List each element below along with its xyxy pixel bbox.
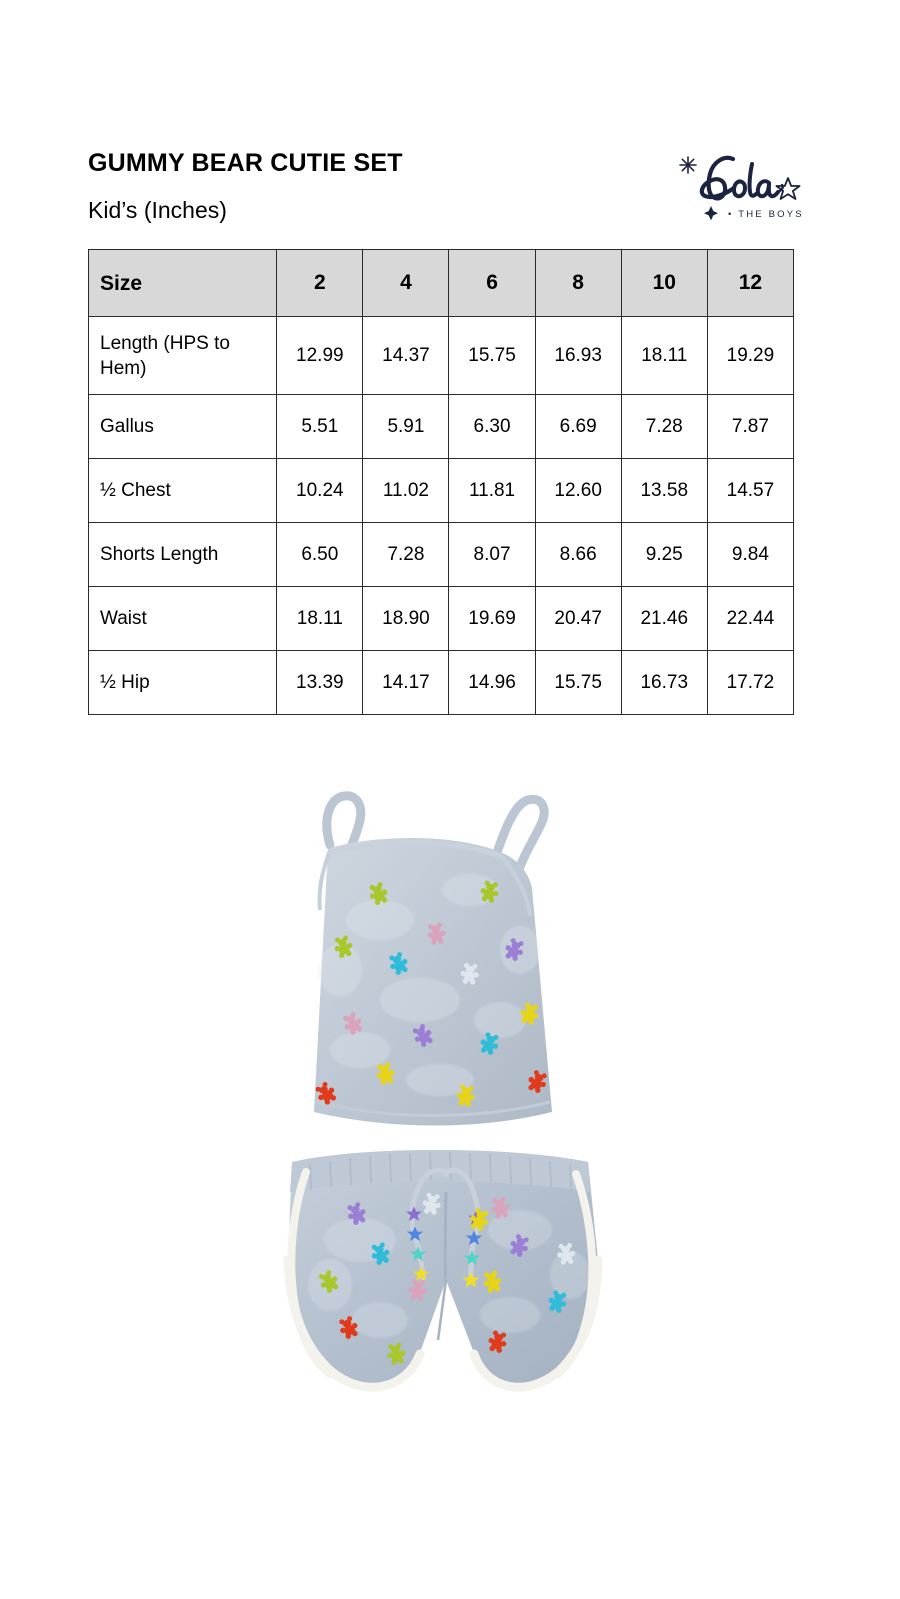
shorts-center-seam [445,1192,446,1280]
cell-gallus-2: 5.51 [277,395,363,459]
row-label-shorts-length: Shorts Length [89,523,277,587]
column-header-size: Size [89,250,277,317]
cell-gallus-8: 6.69 [535,395,621,459]
table-row [89,587,794,651]
cell-length-4: 14.37 [363,317,449,395]
page-title: GUMMY BEAR CUTIE SET [88,149,403,177]
cell-half-chest-12: 14.57 [707,459,793,523]
cell-half-chest-4: 11.02 [363,459,449,523]
column-header-size-12: 12 [707,250,793,317]
star-outline-icon [776,178,799,199]
cell-shorts-length-4: 7.28 [363,523,449,587]
cell-waist-2: 18.11 [277,587,363,651]
product-photo [180,740,720,1440]
cell-gallus-12: 7.87 [707,395,793,459]
table-row [89,459,794,523]
cell-length-8: 16.93 [535,317,621,395]
cell-half-chest-8: 12.60 [535,459,621,523]
column-header-size-2: 2 [277,250,363,317]
cell-length-6: 15.75 [449,317,535,395]
cell-gallus-4: 5.91 [363,395,449,459]
cell-shorts-length-6: 8.07 [449,523,535,587]
camisole-tank-top [313,796,552,1126]
row-label-length: Length (HPS to Hem) [89,317,277,395]
cell-length-2: 12.99 [277,317,363,395]
row-label-half-hip: ½ Hip [89,651,277,715]
row-label-waist: Waist [89,587,277,651]
four-point-star-icon [704,206,718,220]
cell-half-chest-6: 11.81 [449,459,535,523]
cell-waist-10: 21.46 [621,587,707,651]
cell-shorts-length-8: 8.66 [535,523,621,587]
page-subtitle: Kid’s (Inches) [88,197,227,223]
cell-shorts-length-12: 9.84 [707,523,793,587]
logo-tagline: • THE BOYS [728,209,804,220]
column-header-size-8: 8 [535,250,621,317]
cell-shorts-length-10: 9.25 [621,523,707,587]
cell-half-chest-10: 13.58 [621,459,707,523]
cell-length-10: 18.11 [621,317,707,395]
column-header-size-4: 4 [363,250,449,317]
brand-logo [672,150,804,224]
dolphin-hem-shorts [288,1150,598,1387]
page-header [88,148,804,234]
table-row [89,651,794,715]
table-header-row [89,250,794,317]
cell-shorts-length-2: 6.50 [277,523,363,587]
cell-waist-8: 20.47 [535,587,621,651]
row-label-half-chest: ½ Chest [89,459,277,523]
table-row [89,317,794,395]
table-row [89,395,794,459]
cell-gallus-6: 6.30 [449,395,535,459]
cell-half-hip-12: 17.72 [707,651,793,715]
row-label-gallus: Gallus [89,395,277,459]
table-row [89,523,794,587]
logo-wordmark [702,158,783,199]
cell-half-hip-10: 16.73 [621,651,707,715]
title-block [88,148,403,224]
cell-half-hip-4: 14.17 [363,651,449,715]
cell-gallus-10: 7.28 [621,395,707,459]
column-header-size-10: 10 [621,250,707,317]
column-header-size-6: 6 [449,250,535,317]
cell-half-hip-6: 14.96 [449,651,535,715]
cell-half-hip-8: 15.75 [535,651,621,715]
cell-half-hip-2: 13.39 [277,651,363,715]
sparkle-star-icon [680,157,696,173]
size-chart-table [88,249,794,715]
cell-waist-12: 22.44 [707,587,793,651]
product-illustration [180,740,720,1440]
cell-half-chest-2: 10.24 [277,459,363,523]
cell-waist-4: 18.90 [363,587,449,651]
cell-waist-6: 19.69 [449,587,535,651]
cell-length-12: 19.29 [707,317,793,395]
